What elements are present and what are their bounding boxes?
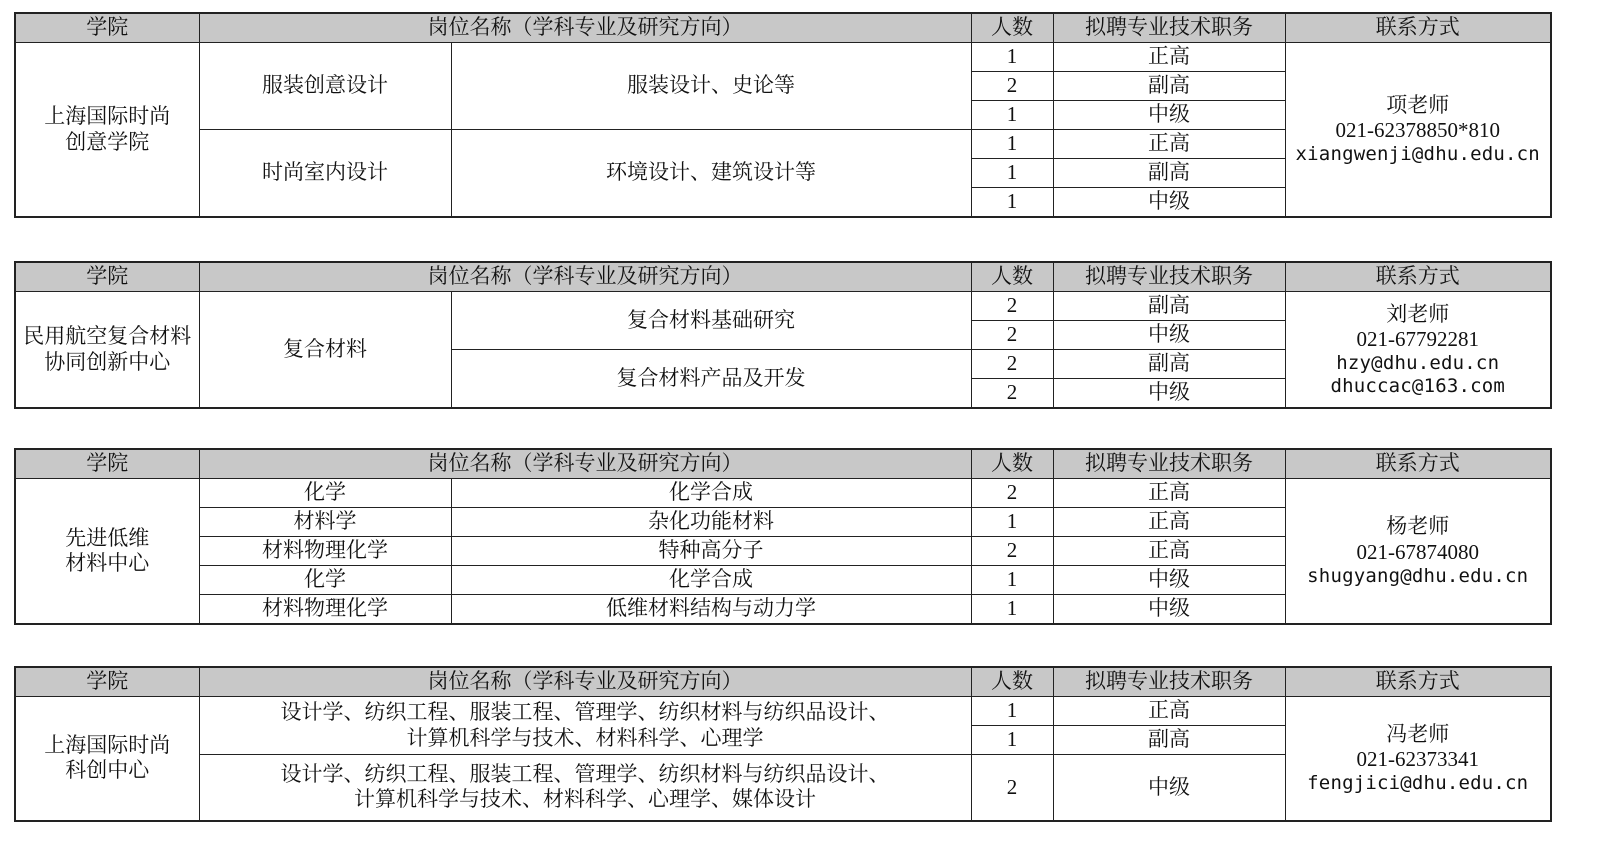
direction-cell: 服装设计、史论等 xyxy=(451,43,971,130)
direction-cell: 环境设计、建筑设计等 xyxy=(451,130,971,218)
count-cell: 2 xyxy=(971,537,1053,566)
count-cell: 1 xyxy=(971,508,1053,537)
college-cell xyxy=(15,292,199,409)
title-cell: 副高 xyxy=(1053,292,1285,321)
position-line: 计算机科学与技术、材料科学、心理学 xyxy=(406,725,764,750)
direction-cell: 化学合成 xyxy=(451,566,971,595)
header-college: 学院 xyxy=(15,262,199,292)
count-cell: 2 xyxy=(971,292,1053,321)
recruitment-table-2 xyxy=(14,261,1552,409)
college-name-line: 材料中心 xyxy=(65,551,150,575)
contact-cell xyxy=(1285,292,1551,409)
table-row xyxy=(15,292,1551,321)
contact-cell xyxy=(1285,697,1551,821)
header-count: 人数 xyxy=(971,667,1053,697)
title-cell: 中级 xyxy=(1053,321,1285,350)
college-cell xyxy=(15,697,199,821)
major-cell: 时尚室内设计 xyxy=(199,130,451,218)
major-cell: 材料物理化学 xyxy=(199,537,451,566)
header-position: 岗位名称（学科专业及研究方向） xyxy=(199,13,971,43)
contact-email: dhuccac@163.com xyxy=(1330,374,1506,397)
title-cell: 正高 xyxy=(1053,537,1285,566)
contact-phone: 021-62373341 xyxy=(1356,746,1479,771)
major-cell: 化学 xyxy=(199,479,451,508)
contact-email: hzy@dhu.edu.cn xyxy=(1336,351,1500,374)
header-position: 岗位名称（学科专业及研究方向） xyxy=(199,262,971,292)
direction-cell: 复合材料产品及开发 xyxy=(451,350,971,409)
header-count: 人数 xyxy=(971,449,1053,479)
contact-phone: 021-62378850*810 xyxy=(1335,118,1500,143)
count-cell: 1 xyxy=(971,726,1053,755)
header-row xyxy=(15,13,1551,43)
header-title: 拟聘专业技术职务 xyxy=(1053,13,1285,43)
header-contact: 联系方式 xyxy=(1285,262,1551,292)
count-cell: 1 xyxy=(971,101,1053,130)
contact-name: 项老师 xyxy=(1386,92,1450,117)
count-cell: 1 xyxy=(971,130,1053,159)
header-college: 学院 xyxy=(15,449,199,479)
college-name-line: 上海国际时尚 xyxy=(44,104,171,129)
college-name-line: 科创中心 xyxy=(65,758,150,783)
header-college: 学院 xyxy=(15,667,199,697)
header-row xyxy=(15,449,1551,479)
recruitment-table-3 xyxy=(14,448,1552,625)
title-cell: 正高 xyxy=(1053,508,1285,537)
position-line: 设计学、纺织工程、服装工程、管理学、纺织材料与纺织品设计、 xyxy=(280,700,890,725)
position-cell xyxy=(199,755,971,821)
title-cell: 中级 xyxy=(1053,101,1285,130)
college-name-line: 上海国际时尚 xyxy=(44,733,171,758)
header-contact: 联系方式 xyxy=(1285,13,1551,43)
contact-email: shugyang@dhu.edu.cn xyxy=(1307,564,1529,587)
title-cell: 中级 xyxy=(1053,188,1285,218)
count-cell: 1 xyxy=(971,188,1053,218)
title-cell: 中级 xyxy=(1053,595,1285,625)
recruitment-table-4 xyxy=(14,666,1552,822)
header-position: 岗位名称（学科专业及研究方向） xyxy=(199,449,971,479)
count-cell: 1 xyxy=(971,595,1053,625)
header-position: 岗位名称（学科专业及研究方向） xyxy=(199,667,971,697)
direction-cell: 复合材料基础研究 xyxy=(451,292,971,350)
contact-email: xiangwenji@dhu.edu.cn xyxy=(1295,143,1540,166)
title-cell: 中级 xyxy=(1053,379,1285,409)
major-cell: 材料物理化学 xyxy=(199,595,451,625)
college-name-line: 先进低维 xyxy=(65,525,150,550)
college-name-line: 民用航空复合材料 xyxy=(23,324,192,349)
header-row xyxy=(15,262,1551,292)
direction-cell: 低维材料结构与动力学 xyxy=(451,595,971,625)
contact-name: 刘老师 xyxy=(1386,301,1450,326)
count-cell: 2 xyxy=(971,755,1053,821)
contact-cell xyxy=(1285,43,1551,218)
college-name-line: 协同创新中心 xyxy=(44,349,171,374)
major-cell: 复合材料 xyxy=(199,292,451,409)
header-title: 拟聘专业技术职务 xyxy=(1053,449,1285,479)
contact-cell xyxy=(1285,479,1551,625)
title-cell: 正高 xyxy=(1053,130,1285,159)
direction-cell: 特种高分子 xyxy=(451,537,971,566)
major-cell: 化学 xyxy=(199,566,451,595)
position-line: 设计学、纺织工程、服装工程、管理学、纺织材料与纺织品设计、 xyxy=(280,762,890,787)
college-cell xyxy=(15,479,199,625)
count-cell: 2 xyxy=(971,72,1053,101)
title-cell: 副高 xyxy=(1053,350,1285,379)
header-title: 拟聘专业技术职务 xyxy=(1053,262,1285,292)
header-college: 学院 xyxy=(15,13,199,43)
count-cell: 1 xyxy=(971,566,1053,595)
college-name-line: 创意学院 xyxy=(65,129,150,154)
college-cell xyxy=(15,43,199,218)
title-cell: 正高 xyxy=(1053,697,1285,726)
count-cell: 2 xyxy=(971,379,1053,409)
title-cell: 正高 xyxy=(1053,43,1285,72)
title-cell: 副高 xyxy=(1053,72,1285,101)
major-cell: 材料学 xyxy=(199,508,451,537)
major-cell: 服装创意设计 xyxy=(199,43,451,130)
count-cell: 1 xyxy=(971,697,1053,726)
header-row xyxy=(15,667,1551,697)
contact-name: 杨老师 xyxy=(1386,514,1450,539)
count-cell: 2 xyxy=(971,321,1053,350)
contact-email: fengjici@dhu.edu.cn xyxy=(1307,772,1529,795)
header-contact: 联系方式 xyxy=(1285,449,1551,479)
direction-cell: 化学合成 xyxy=(451,479,971,508)
direction-cell: 杂化功能材料 xyxy=(451,508,971,537)
title-cell: 副高 xyxy=(1053,159,1285,188)
table-row xyxy=(15,43,1551,72)
count-cell: 2 xyxy=(971,350,1053,379)
contact-phone: 021-67874080 xyxy=(1356,539,1479,564)
header-title: 拟聘专业技术职务 xyxy=(1053,667,1285,697)
title-cell: 正高 xyxy=(1053,479,1285,508)
contact-name: 冯老师 xyxy=(1386,721,1450,746)
position-cell xyxy=(199,697,971,755)
position-line: 计算机科学与技术、材料科学、心理学、媒体设计 xyxy=(354,787,816,812)
count-cell: 1 xyxy=(971,159,1053,188)
title-cell: 中级 xyxy=(1053,566,1285,595)
title-cell: 副高 xyxy=(1053,726,1285,755)
contact-phone: 021-67792281 xyxy=(1356,326,1479,351)
recruitment-table-1 xyxy=(14,12,1552,218)
header-contact: 联系方式 xyxy=(1285,667,1551,697)
table-row xyxy=(15,697,1551,726)
header-count: 人数 xyxy=(971,13,1053,43)
header-count: 人数 xyxy=(971,262,1053,292)
title-cell: 中级 xyxy=(1053,755,1285,821)
count-cell: 1 xyxy=(971,43,1053,72)
count-cell: 2 xyxy=(971,479,1053,508)
table-row xyxy=(15,479,1551,508)
